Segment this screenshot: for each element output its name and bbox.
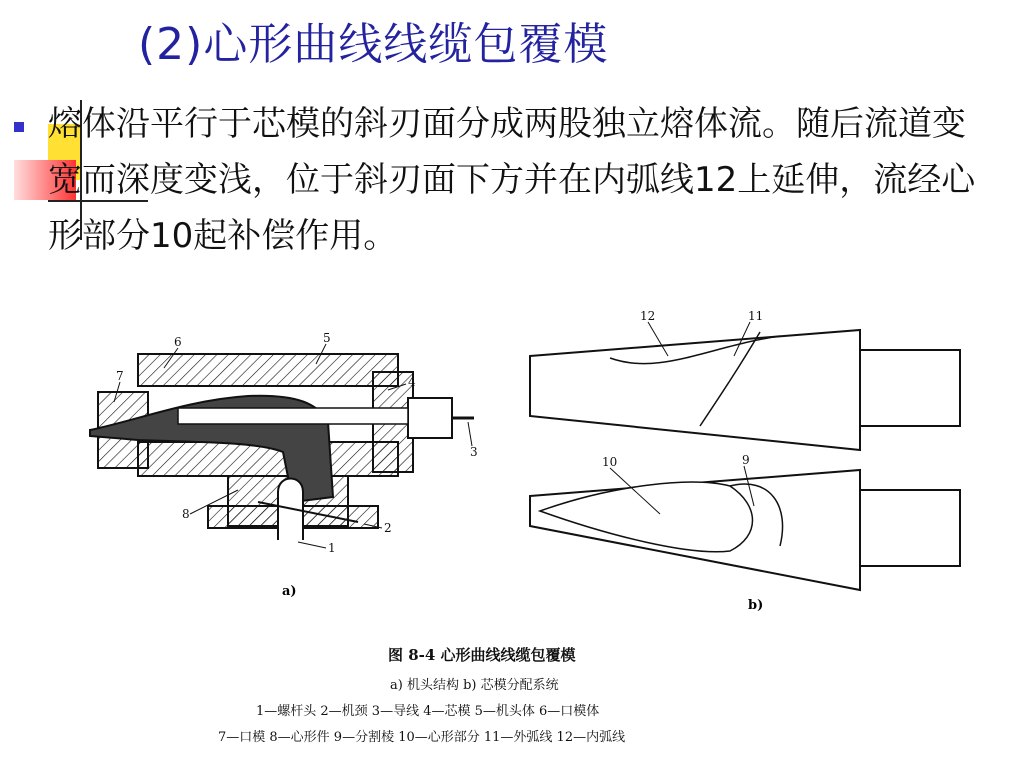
- figure-caption-subtitle: a) 机头结构 b) 芯模分配系统: [390, 678, 559, 693]
- svg-text:1: 1: [328, 541, 336, 555]
- figure-panel-b: [510, 306, 970, 606]
- figure-legend-line-1: 1—螺杆头 2—机颈 3—导线 4—芯模 5—机头体 6—口模体: [256, 704, 600, 719]
- bullet-square-icon: [14, 122, 24, 132]
- svg-text:3: 3: [470, 445, 478, 459]
- slide-title: (2)心形曲线线缆包覆模: [138, 19, 609, 70]
- figure-legend-line-2: 7—口模 8—心形件 9—分割棱 10—心形部分 11—外弧线 12—内弧线: [218, 730, 626, 745]
- svg-text:6: 6: [174, 335, 182, 349]
- svg-text:9: 9: [742, 453, 750, 467]
- svg-text:10: 10: [602, 455, 618, 469]
- body-paragraph: 熔体沿平行于芯模的斜刃面分成两股独立熔体流。随后流道变宽而深度变浅，位于斜刃面下方并在内弧线12上延伸，流经心形部分10起补偿作用。: [48, 104, 976, 256]
- svg-text:2: 2: [384, 521, 392, 535]
- svg-text:11: 11: [748, 309, 764, 323]
- panel-a-label: a): [282, 584, 297, 599]
- svg-text:8: 8: [182, 507, 190, 521]
- svg-text:5: 5: [323, 331, 331, 345]
- figure-caption-title: 图 8-4 心形曲线线缆包覆模: [388, 646, 576, 664]
- svg-text:12: 12: [640, 309, 656, 323]
- panel-b-label: b): [748, 598, 764, 613]
- svg-text:4: 4: [408, 375, 416, 389]
- figure-panel-a: [78, 312, 498, 612]
- svg-text:7: 7: [116, 369, 124, 383]
